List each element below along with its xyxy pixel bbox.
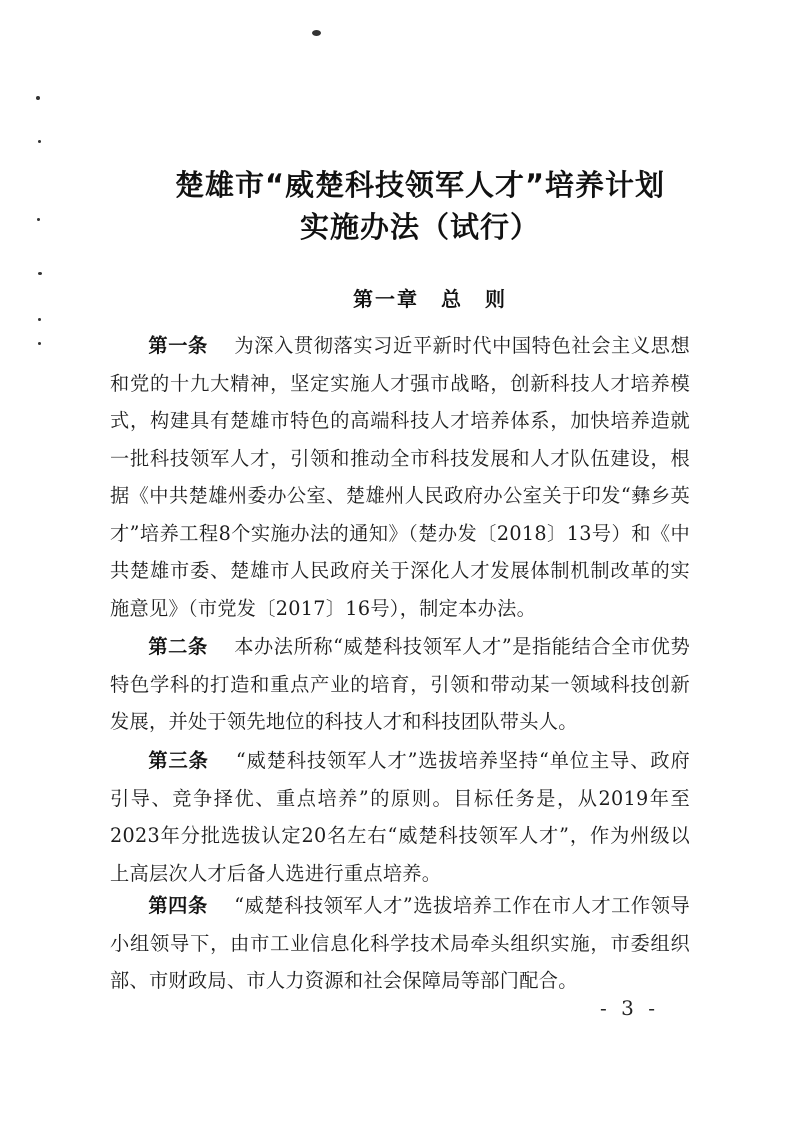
scan-artifact [37, 218, 40, 221]
article-2-label: 第二条 [148, 635, 208, 659]
scan-artifact [38, 318, 41, 321]
document-title-line-1: 楚雄市“威楚科技领军人才”培养计划 [174, 168, 666, 202]
article-1 [110, 327, 690, 627]
article-3-text: “威楚科技领军人才”选拔培养坚持“单位主导、政府引导、竞争择优、重点培养”的原则。目标任务是，从2019年至2023年分批选拔认定20名左右“威楚科技领军人才”，作为州级以上高层次人才后备人选进行重点培养。 [110, 749, 690, 885]
article-1-text: 为深入贯彻落实习近平新时代中国特色社会主义思想和党的十九大精神，坚定实施人才强市战略，创新科技人才培养模式，构建具有楚雄市特色的高端科技人才培养体系，加快培养造就一批科技领军人才，引领和推动全市科技发展和人才队伍建设，根据《中共楚雄州委办公室、楚雄州人民政府办公室关于印发“彝乡英才”培养工程8个实施办法的通知》（楚办发〔2018〕13号）和《中共楚雄市委、楚雄市人民政府关于深化人才发展体制机制改革的实施意见》（市党发〔2017〕16号），制定本办法。 [110, 334, 690, 620]
article-1-label: 第一条 [148, 334, 208, 358]
article-3 [110, 742, 690, 892]
article-4-label: 第四条 [148, 894, 208, 918]
article-2-text: 本办法所称“威楚科技领军人才”是指能结合全市优势特色学科的打造和重点产业的培育，引领和带动某一领域科技创新发展，并处于领先地位的科技人才和科技团队带头人。 [110, 635, 690, 734]
chapter-heading: 第一章 总 则 [353, 287, 507, 311]
article-4-text: “威楚科技领军人才”选拔培养工作在市人才工作领导小组领导下，由市工业信息化科学技术局牵头组织实施，市委组织部、市财政局、市人力资源和社会保障局等部门配合。 [110, 894, 690, 993]
scan-artifact [38, 342, 41, 345]
article-3-label: 第三条 [148, 749, 209, 773]
article-4 [110, 887, 690, 1000]
page-number: - 3 - [600, 996, 659, 1020]
scan-artifact [38, 272, 42, 275]
scan-artifact [36, 96, 40, 100]
scan-artifact [312, 30, 321, 36]
document-title-line-2: 实施办法（试行） [299, 210, 540, 244]
article-2 [110, 628, 690, 741]
scan-artifact [38, 140, 41, 143]
